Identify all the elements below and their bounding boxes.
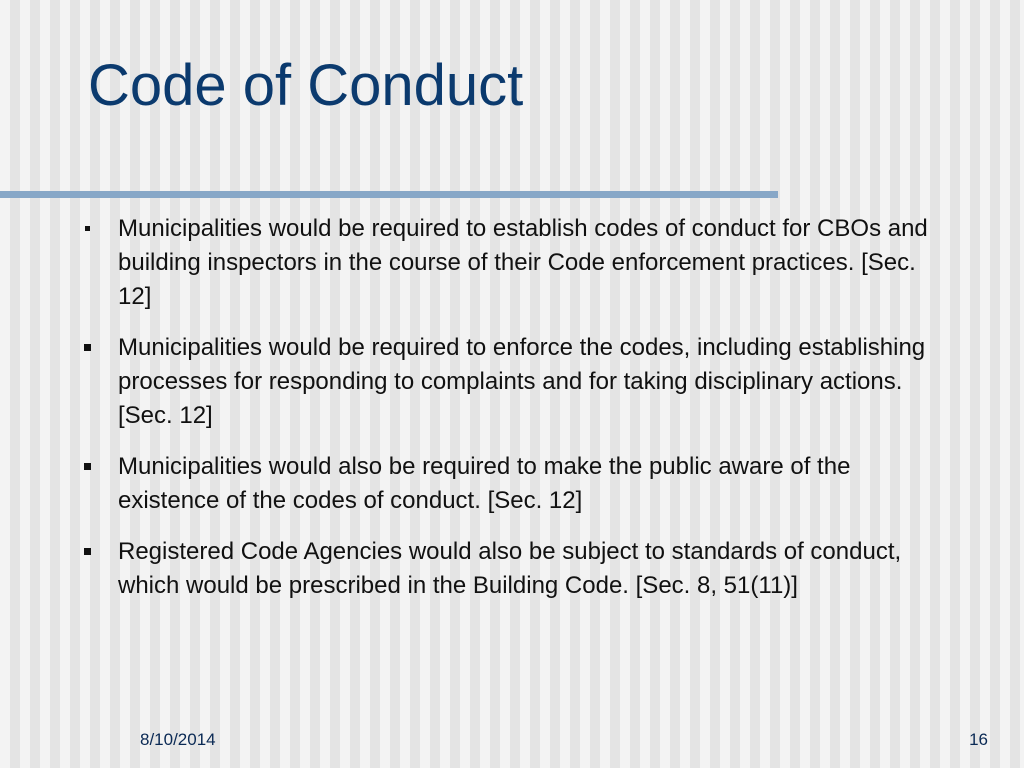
bullet-text: Registered Code Agencies would also be subject to standards of conduct, which would be prescribed in the Building Code. [Sec. 8, 51(11)] — [118, 538, 902, 599]
square-bullet-icon — [84, 548, 91, 555]
bullet-item — [78, 212, 938, 314]
bullet-item — [78, 450, 938, 518]
slide-number: 16 — [969, 730, 988, 749]
square-bullet-icon — [85, 226, 90, 231]
bullet-list — [78, 212, 938, 620]
square-bullet-icon — [84, 344, 91, 351]
bullet-item — [78, 535, 938, 603]
bullet-text: Municipalities would be required to enforce the codes, including establishing processes for responding to complaints and for taking disciplinary actions. [Sec. 12] — [118, 334, 926, 429]
title-divider — [0, 191, 778, 198]
slide-title: Code of Conduct — [88, 53, 524, 118]
bullet-text: Municipalities would be required to establish codes of conduct for CBOs and building inspectors in the course of their Code enforcement practices. [Sec. 12] — [118, 215, 928, 310]
bullet-text: Municipalities would also be required to make the public aware of the existence of the codes of conduct. [Sec. 12] — [118, 453, 851, 514]
square-bullet-icon — [84, 463, 91, 470]
footer-date: 8/10/2014 — [140, 730, 216, 749]
bullet-item — [78, 331, 938, 433]
